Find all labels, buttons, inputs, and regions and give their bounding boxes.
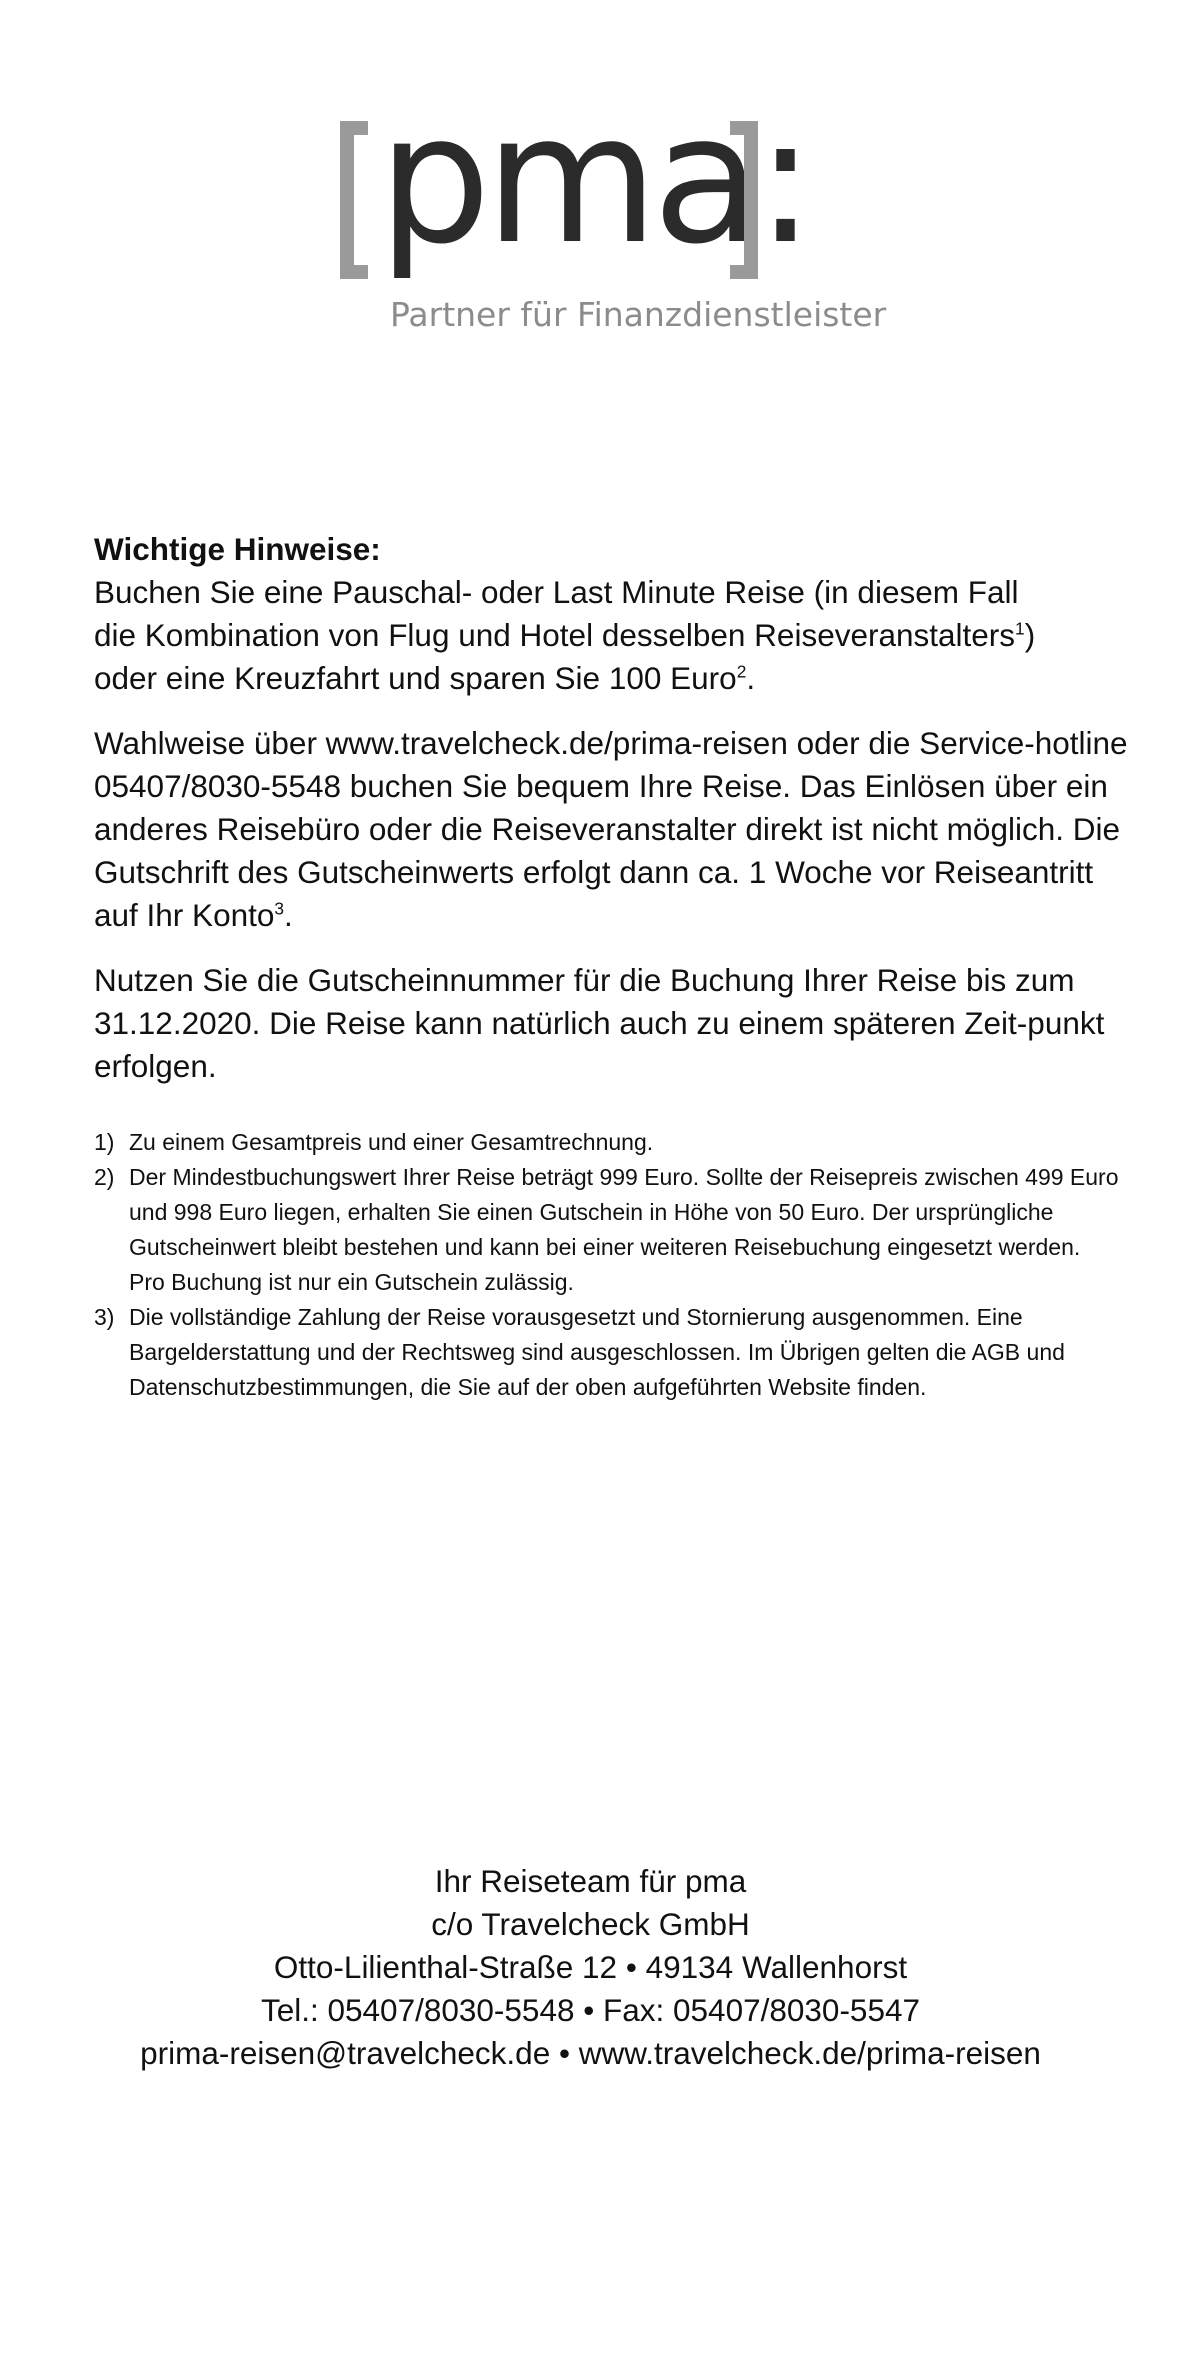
footnote-3 bbox=[94, 1300, 1144, 1405]
paragraph-2-end: . bbox=[284, 897, 293, 933]
pma-logo bbox=[330, 76, 890, 345]
footnote-text: Die vollständige Zahlung der Reise vorausgesetzt und Stornierung ausgenommen. Eine Bargelderstattung und der Rechtsweg sind ausgeschlossen. Im Übrigen gelten die AGB und Datenschutzbestimmungen, die Sie auf der oben aufgeführten Website finden. bbox=[129, 1304, 1065, 1400]
footnote-number: 1) bbox=[94, 1129, 115, 1155]
footer-phone: Tel.: 05407/8030-5548 • Fax: 05407/8030-5547 bbox=[260, 1992, 921, 2028]
contact-footer bbox=[0, 1860, 1181, 2075]
footnote-text: Der Mindestbuchungswert Ihrer Reise beträgt 999 Euro. Sollte der Reisepreis zwischen 499 Euro und 998 Euro liegen, erhalten Sie einen Gutschein in Höhe von 50 Euro. Der ursprüngliche Gutscheinwert bleibt bestehen und kann bei einer weiteren Reisebuchung eingesetzt werden. bbox=[129, 1164, 1119, 1260]
footer-address: Otto-Lilienthal-Straße 12 • 49134 Wallenhorst bbox=[273, 1949, 908, 1985]
footnote-text: Zu einem Gesamtpreis und einer Gesamtrechnung. bbox=[129, 1129, 654, 1155]
footnote-number: 3) bbox=[94, 1304, 115, 1330]
heading: Wichtige Hinweise: bbox=[94, 531, 381, 567]
logo-left-bracket bbox=[340, 121, 368, 279]
logo-right-bracket bbox=[730, 121, 758, 279]
footnote-ref-2: 2 bbox=[736, 661, 747, 682]
paragraph-1-line-3-end: . bbox=[746, 660, 756, 696]
paragraph-1 bbox=[94, 528, 1134, 700]
footnotes bbox=[94, 1125, 1144, 1405]
footnote-number: 2) bbox=[94, 1164, 115, 1190]
footnote-ref-3: 3 bbox=[274, 898, 285, 919]
logo-tagline: Partner für Finanzdienstleister bbox=[390, 295, 887, 334]
paragraph-2-text: Wahlweise über www.travelcheck.de/prima-reisen oder die Service-hotline 05407/8030-5548 buchen Sie bequem Ihre Reise. Das Einlösen über ein anderes Reisebüro oder die Reiseveranstalter direkt ist nicht möglich. Die Gutschrift des Gutscheinwerts erfolgt dann ca. 1 Woche vor Reiseantritt auf Ihr Konto bbox=[94, 725, 1128, 933]
footnote-text-extra: Pro Buchung ist nur ein Gutschein zulässig. bbox=[129, 1269, 574, 1295]
footnote-1 bbox=[94, 1125, 1144, 1160]
paragraph-2 bbox=[94, 722, 1134, 937]
footnote-2 bbox=[94, 1160, 1144, 1300]
paragraph-1-line-2-end: ) bbox=[1024, 617, 1036, 653]
footnote-ref-1: 1 bbox=[1015, 618, 1025, 639]
paragraph-1-line-2: die Kombination von Flug und Hotel desselben Reiseveranstalters bbox=[94, 617, 1016, 653]
main-notice bbox=[94, 528, 1134, 1110]
paragraph-1-line-1: Buchen Sie eine Pauschal- oder Last Minute Reise (in diesem Fall bbox=[94, 574, 1019, 610]
footer-team: Ihr Reiseteam für pma bbox=[434, 1863, 747, 1899]
footer-company: c/o Travelcheck GmbH bbox=[431, 1906, 750, 1942]
paragraph-3: Nutzen Sie die Gutscheinnummer für die Buchung Ihrer Reise bis zum 31.12.2020. Die Reise kann natürlich auch zu einem späteren Zeit-punkt erfolgen. bbox=[94, 962, 1105, 1084]
paragraph-1-line-3: oder eine Kreuzfahrt und sparen Sie 100 Euro bbox=[94, 660, 737, 696]
footer-web: prima-reisen@travelcheck.de • www.travelcheck.de/prima-reisen bbox=[140, 2035, 1041, 2071]
logo-wordmark: pma: bbox=[378, 76, 810, 283]
